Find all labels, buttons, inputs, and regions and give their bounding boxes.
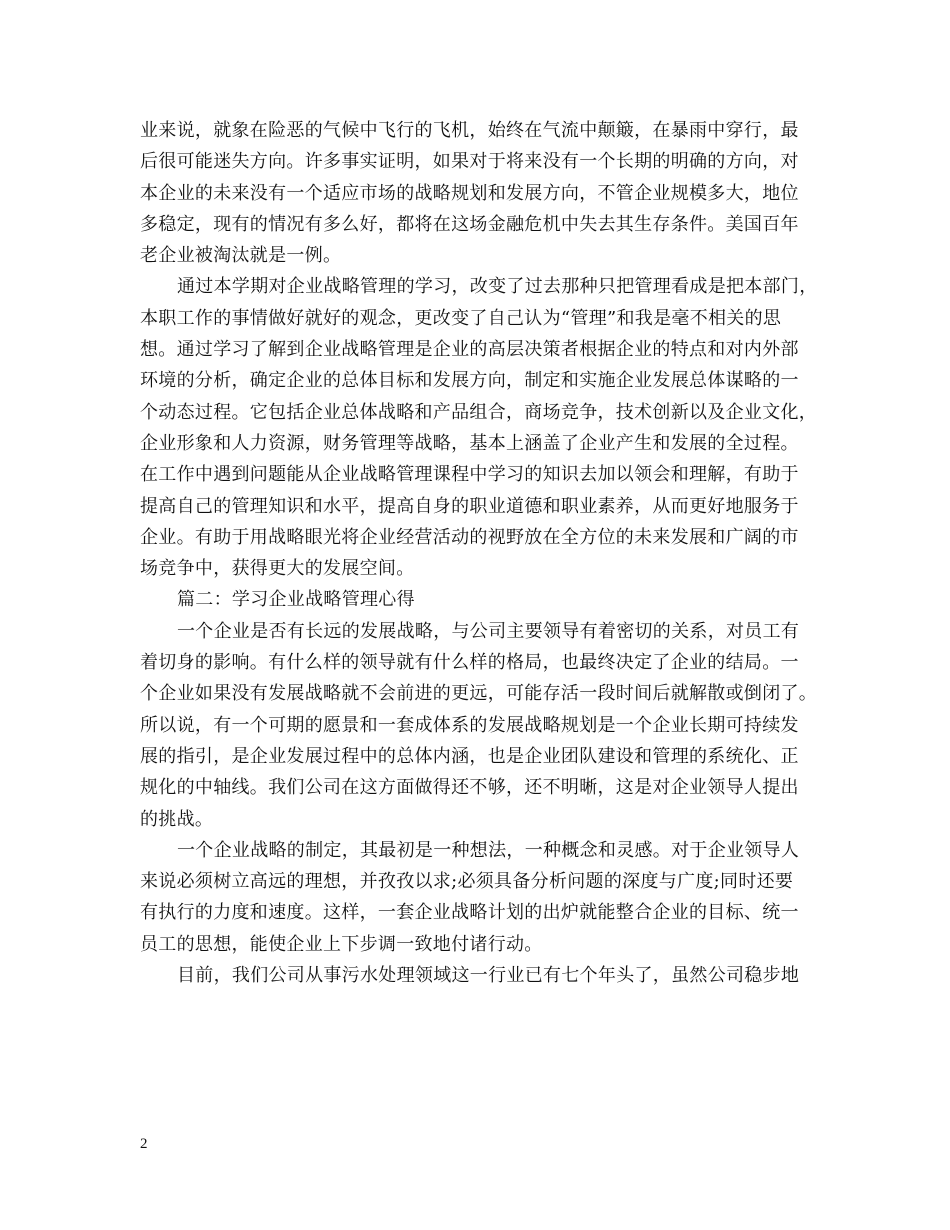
text-line: 目前，我们公司从事污水处理领域这一行业已有七个年头了，虽然公司稳步地 bbox=[177, 965, 800, 987]
text-line: 通过本学期对企业战略管理的学习，改变了过去那种只把管理看成是把本部门， bbox=[177, 276, 818, 298]
text-line: 一个企业战略的制定，其最初是一种想法，一种概念和灵感。对于企业领导人 bbox=[177, 839, 800, 861]
paragraph bbox=[140, 271, 818, 584]
text-line: 环境的分析，确定企业的总体目标和发展方向，制定和实施企业发展总体谋略的一 bbox=[140, 370, 799, 392]
text-line: 规化的中轴线。我们公司在这方面做得还不够，还不明晰，这是对企业领导人提出 bbox=[140, 777, 799, 799]
paragraph bbox=[140, 616, 818, 835]
text-line: 企业形象和人力资源，财务管理等战略，基本上涵盖了企业产生和发展的全过程。 bbox=[140, 432, 799, 454]
text-line: 的挑战。 bbox=[140, 808, 214, 830]
text-line: 所以说，有一个可期的愿景和一套成体系的发展战略规划是一个企业长期可持续发 bbox=[140, 714, 799, 736]
paragraph bbox=[140, 960, 812, 991]
paragraph bbox=[140, 835, 812, 960]
paragraph bbox=[140, 115, 812, 271]
text-line: 着切身的影响。有什么样的领导就有什么样的格局，也最终决定了企业的结局。一 bbox=[140, 652, 799, 674]
section-heading bbox=[140, 584, 812, 615]
text-line: 一个企业是否有长远的发展战略，与公司主要领导有着密切的关系，对员工有 bbox=[177, 620, 800, 642]
text-line: 个动态过程。它包括企业总体战略和产品组合，商场竞争，技术创新以及企业文化， bbox=[140, 401, 818, 423]
text-line: 多稳定，现有的情况有多么好，都将在这场金融危机中失去其生存条件。美国百年 bbox=[140, 213, 799, 235]
text-line: 展的指引，是企业发展过程中的总体内涵，也是企业团队建设和管理的系统化、正 bbox=[140, 745, 799, 767]
text-line: 员工的思想，能使企业上下步调一致地付诸行动。 bbox=[140, 933, 543, 955]
heading-text: 篇二：学习企业战略管理心得 bbox=[177, 589, 415, 611]
text-line: 后很可能迷失方向。许多事实证明，如果对于将来没有一个长期的明确的方向，对 bbox=[140, 151, 799, 173]
text-line: 来说必须树立高远的理想，并孜孜以求;必须具备分析问题的深度与广度;同时还要 bbox=[140, 871, 794, 893]
document-body bbox=[140, 115, 818, 991]
text-line: 个企业如果没有发展战略就不会前进的更远，可能存活一段时间后就解散或倒闭了。 bbox=[140, 683, 818, 705]
text-line: 场竞争中，获得更大的发展空间。 bbox=[140, 558, 415, 580]
text-line: 本企业的未来没有一个适应市场的战略规划和发展方向，不管企业规模多大，地位 bbox=[140, 182, 799, 204]
text-line: 有执行的力度和速度。这样，一套企业战略计划的出炉就能整合企业的目标、统一 bbox=[140, 902, 799, 924]
text-line: 本职工作的事情做好就好的观念，更改变了自己认为“管理”和我是毫不相关的思 bbox=[140, 307, 782, 329]
text-line: 老企业被淘汰就是一例。 bbox=[140, 245, 342, 267]
text-line: 提高自己的管理知识和水平，提高自身的职业道德和职业素养，从而更好地服务于 bbox=[140, 495, 799, 517]
text-line: 想。通过学习了解到企业战略管理是企业的高层决策者根据企业的特点和对内外部 bbox=[140, 339, 799, 361]
page-number: 2 bbox=[140, 1136, 148, 1152]
text-line: 企业。有助于用战略眼光将企业经营活动的视野放在全方位的未来发展和广阔的市 bbox=[140, 526, 799, 548]
text-line: 在工作中遇到问题能从企业战略管理课程中学习的知识去加以领会和理解，有助于 bbox=[140, 464, 799, 486]
text-line: 业来说，就象在险恶的气候中飞行的飞机，始终在气流中颠簸，在暴雨中穿行，最 bbox=[140, 120, 799, 141]
